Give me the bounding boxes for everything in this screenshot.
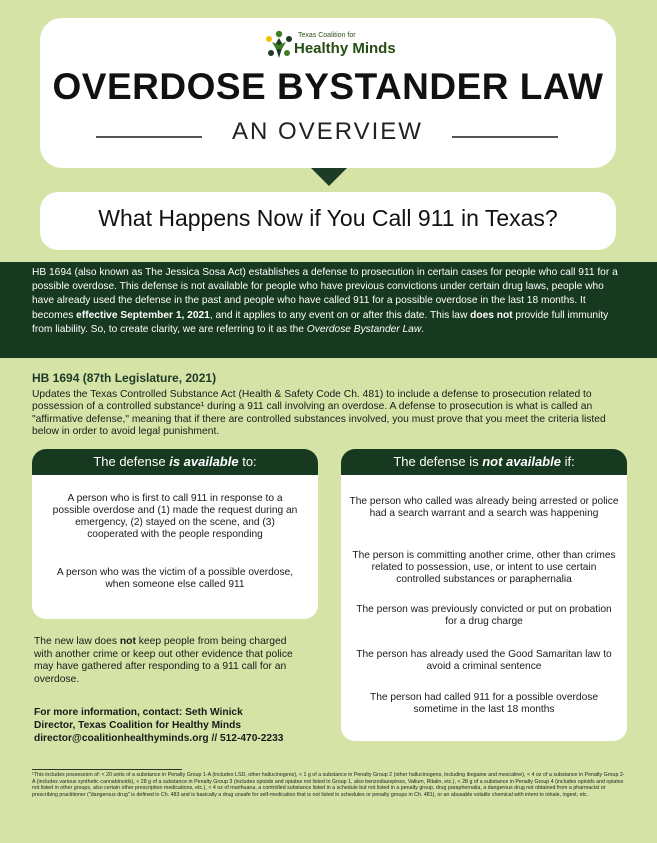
contact-title: Director, Texas Coalition for Healthy Minds [34,720,241,731]
available-item: A person who was the victim of a possible overdose, when someone else called 911 [56,567,294,590]
not-available-item: The person who called was already being arrested or police had a search warrant and a search was happening [349,496,619,519]
contact-name: For more information, contact: Seth Winick [34,707,243,718]
hb-body: Updates the Texas Controlled Substance Act (Health & Safety Code Ch. 481) to include a defense to prosecution related to possession of a controlled substance¹ during a 911 call involving an overdose. A defense to prosecution is what is called an "affirmative defense," meaning that if there are controlled substances involved, you must prove that you meet the criteria listed below in order to avoid legal punishment. [32,389,606,437]
divider-left [96,136,202,138]
footnote-divider [32,769,182,770]
question-heading: What Happens Now if You Call 911 in Texas? [98,205,558,231]
not-available-item: The person is committing another crime, other than crimes related to possession, use, or intent to use certain controlled substances or paraphernalia [352,550,616,585]
contact-email-phone[interactable]: director@coalitionhealthyminds.org // 512-470-2233 [34,733,284,744]
intro-paragraph: HB 1694 (also known as The Jessica Sosa Act) establishes a defense to prosecution in certain cases for people who call 911 for a possible overdose. This defense is not available for people who have previous convictions under certain drug laws, people who have already used the defense in the past and people who have called 911 for a possible overdose in the last 18 months. It becomes effective September 1, 2021, and it applies to any event on or after this date. This law does not provide full immunity from liability. So, to create clarity, we are referring to it as the Overdose Bystander Law. [32,267,618,335]
bottom-note: The new law does not keep people from being charged with another crime or keep out other evidence that police may have gathered after responding to a 911 call for an overdose. [34,636,293,685]
page-title: OVERDOSE BYSTANDER LAW [52,66,604,107]
not-available-item: The person has already used the Good Samaritan law to avoid a criminal sentence [356,649,612,672]
effective-date: effective September 1, 2021 [76,309,210,321]
defense-not-available-card [341,449,627,741]
page-subtitle: AN OVERVIEW [232,118,423,145]
footnote: ¹This includes possession of: < 20 units of a substance in Penalty Group 1-A (includes LSD, other hallucinogens), < 1 g of a substance in Penalty Group 2 (other hallucinogens, including ibogaine and mescaline), < 4 oz of a substance in Penalty Group 2-A (includes various synthetic cannabinoids), < 28 g of a substance in Penalty Group 3 (includes opioids and opiates not listed in Group 1, also benzodiazepines, Valium, Ritalin, etc.), < 28 g of a substance in Penalty Group 4 (includes opioids and opiates not listed in other groups, also certain other prescription medications, etc.), < 4 oz of marihuana, a controlled substance listed in a schedule but not listed in a penalty group, drug paraphernalia, a dangerous drug not obtained from a pharmacist or prescribing practitioner ("dangerous drug" is defined in Ch. 483 and is basically a drug unsafe for self-medication that is not listed in schedules or penalty groups in Ch. 481), or an abusable volatile chemical with intent to inhale, ingest, etc. [32,772,625,798]
down-arrow-icon [311,168,347,186]
law-name: Overdose Bystander Law [306,323,422,335]
defense-not-available-heading: The defense is not available if: [341,449,627,475]
not-available-item: The person was previously convicted or put on probation for a drug charge [356,604,612,627]
divider-right [452,136,558,138]
coalition-logo [262,28,402,64]
hb-heading: HB 1694 (87th Legislature, 2021) [32,371,217,385]
available-item: A person who is first to call 911 in response to a possible overdose and (1) made the request during an emergency, (2) stayed on the scene, and (3) cooperated with the people responding [52,493,298,540]
figures-logo-icon [262,28,296,62]
logo-big-text: Healthy Minds [294,40,396,57]
defense-available-card [32,449,318,619]
not-available-item: The person had called 911 for a possible overdose sometime in the last 18 months [369,692,599,715]
contact-block [34,706,334,745]
logo-small-text: Texas Coalition for [298,32,356,39]
does-not-emphasis: does not [470,309,513,321]
defense-available-heading: The defense is available to: [32,449,318,475]
